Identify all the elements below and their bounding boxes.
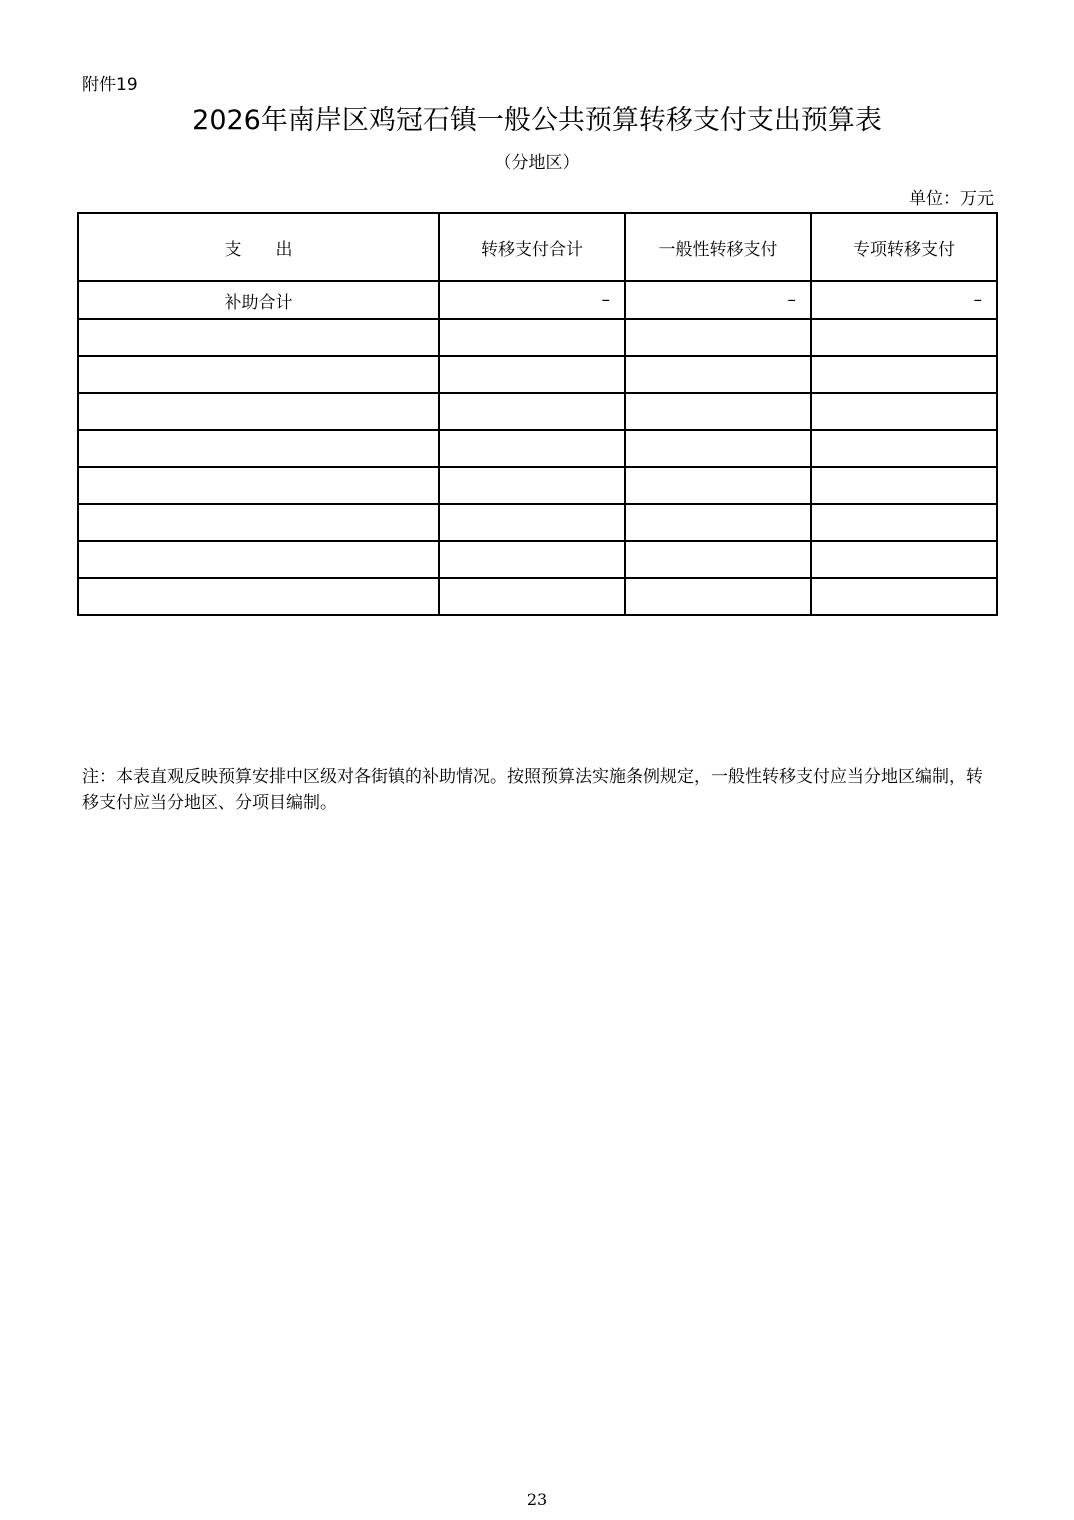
empty-cell [439,430,625,467]
table-row [78,430,997,467]
empty-cell [439,467,625,504]
empty-cell [625,430,811,467]
empty-cell [439,393,625,430]
footnote: 注：本表直观反映预算安排中区级对各街镇的补助情况。按照预算法实施条例规定，一般性转移支付应当分地区编制，转移支付应当分地区、分项目编制。 [82,767,983,813]
empty-cell [78,393,439,430]
empty-cell [78,578,439,615]
table-row [78,319,997,356]
table-row [78,504,997,541]
empty-cell [625,578,811,615]
total-row [78,281,997,319]
table-header-row [78,213,997,281]
page-subtitle: （分地区） [494,153,580,173]
empty-cell [78,430,439,467]
table-row [78,541,997,578]
budget-table [77,212,998,616]
empty-cell [625,393,811,430]
attachment-label: 附件19 [82,75,138,95]
empty-cell [811,430,997,467]
page-number: 23 [526,1490,548,1509]
empty-cell [811,319,997,356]
page-title: 2026年南岸区鸡冠石镇一般公共预算转移支付支出预算表 [192,105,882,136]
header-expenditure: 支 出 [78,213,439,281]
total-special-value: – [811,281,997,319]
table-row [78,578,997,615]
empty-cell [78,319,439,356]
empty-cell [78,467,439,504]
empty-cell [811,467,997,504]
empty-cell [811,504,997,541]
empty-cell [439,319,625,356]
header-special-transfer: 专项转移支付 [811,213,997,281]
empty-cell [811,393,997,430]
total-general-value: – [625,281,811,319]
header-general-transfer: 一般性转移支付 [625,213,811,281]
total-transfer-value: – [439,281,625,319]
empty-cell [811,541,997,578]
table-row [78,393,997,430]
total-row-label: 补助合计 [78,281,439,319]
empty-cell [811,578,997,615]
header-transfer-total: 转移支付合计 [439,213,625,281]
empty-cell [625,541,811,578]
empty-cell [625,467,811,504]
empty-cell [439,578,625,615]
empty-cell [625,319,811,356]
empty-cell [439,504,625,541]
table-row [78,467,997,504]
empty-cell [78,541,439,578]
empty-cell [78,504,439,541]
empty-cell [811,356,997,393]
empty-cell [625,356,811,393]
empty-cell [439,541,625,578]
empty-cell [625,504,811,541]
empty-cell [78,356,439,393]
empty-cell [439,356,625,393]
table-row [78,356,997,393]
unit-label: 单位：万元 [909,189,994,209]
